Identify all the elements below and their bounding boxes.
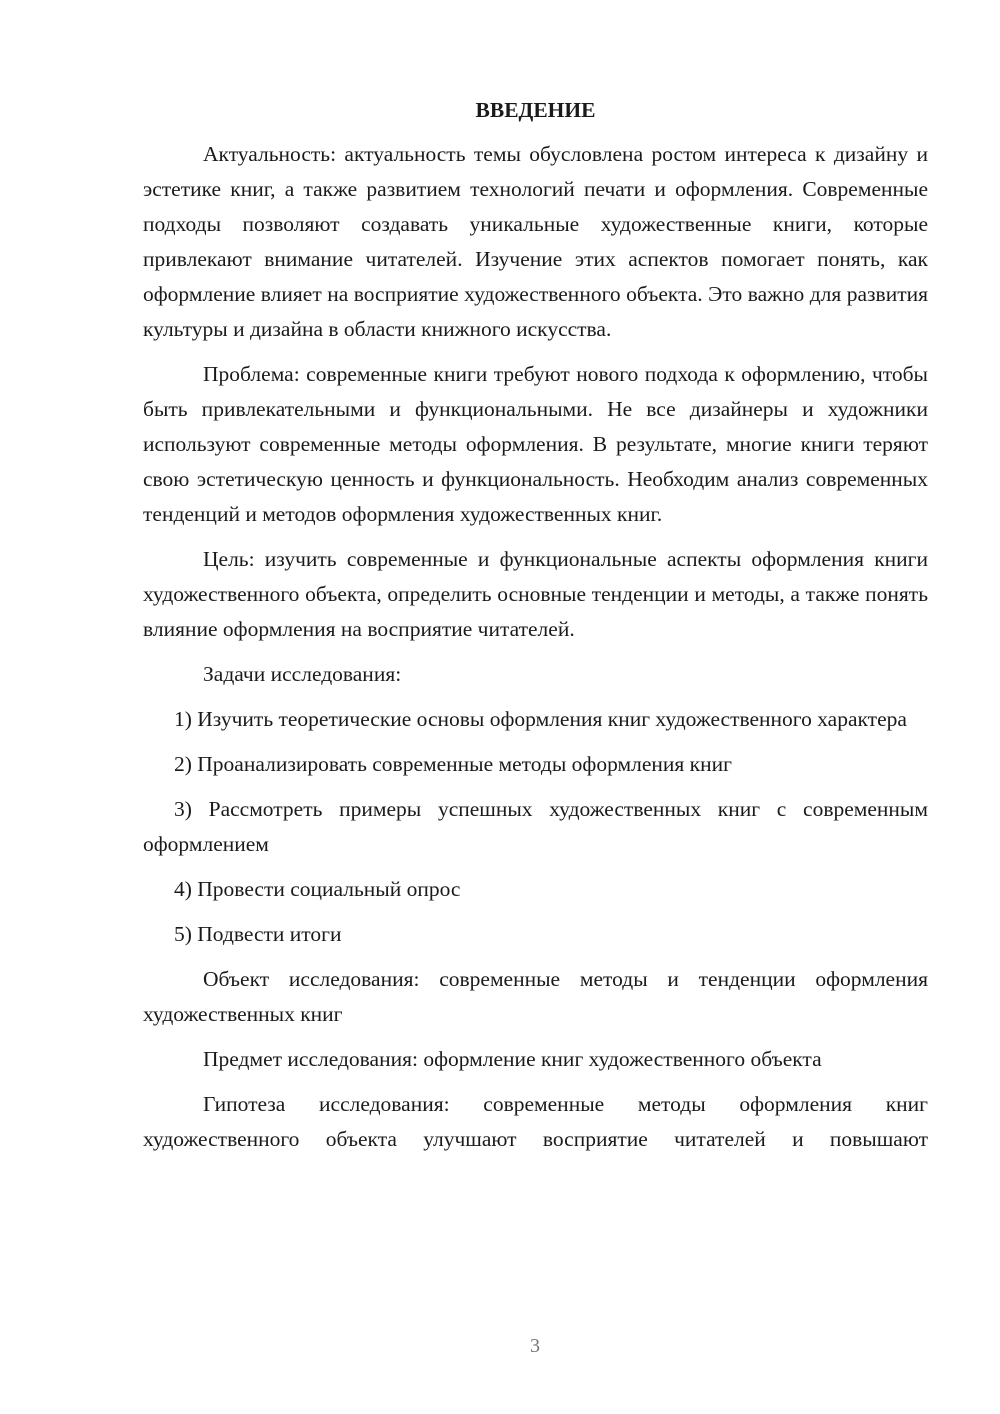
document-page <box>143 95 928 1167</box>
task-item-1: 1) Изучить теоретические основы оформления книг художественного характера <box>174 707 907 731</box>
paragraph-object: Объект исследования: современные методы и тенденции оформления художественных книг <box>143 967 928 1026</box>
task-item-2: 2) Проанализировать современные методы оформления книг <box>174 752 732 776</box>
paragraph-goal: Цель: изучить современные и функциональные аспекты оформления книги художественного объекта, определить основные тенденции и методы, а также понять влияние оформления на восприятие читателей. <box>143 547 928 641</box>
paragraph-relevance: Актуальность: актуальность темы обусловлена ростом интереса к дизайну и эстетике книг, а также развитием технологий печати и оформления. Современные подходы позволяют создавать уникальные художественные книги, которые привлекают внимание читателей. Изучение этих аспектов помогает понять, как оформление влияет на восприятие художественного объекта. Это важно для развития культуры и дизайна в области книжного искусства. <box>143 142 928 341</box>
paragraph-problem: Проблема: современные книги требуют нового подхода к оформлению, чтобы быть привлекательными и функциональными. Не все дизайнеры и художники используют современные методы оформления. В результате, многие книги теряют свою эстетическую ценность и функциональность. Необходим анализ современных тенденций и методов оформления художественных книг. <box>143 362 928 526</box>
paragraph-subject: Предмет исследования: оформление книг художественного объекта <box>203 1047 822 1071</box>
task-item-5: 5) Подвести итоги <box>174 922 342 946</box>
task-item-3: 3) Рассмотреть примеры успешных художественных книг с современным оформлением <box>143 797 928 856</box>
page-number: 3 <box>530 1335 540 1357</box>
task-item-4: 4) Провести социальный опрос <box>174 877 461 901</box>
paragraph-hypothesis: Гипотеза исследования: современные методы оформления книг художественного объекта улучшают восприятие читателей и повышают <box>143 1092 928 1151</box>
document-title: ВВЕДЕНИЕ <box>475 98 596 122</box>
tasks-heading: Задачи исследования: <box>203 662 402 686</box>
